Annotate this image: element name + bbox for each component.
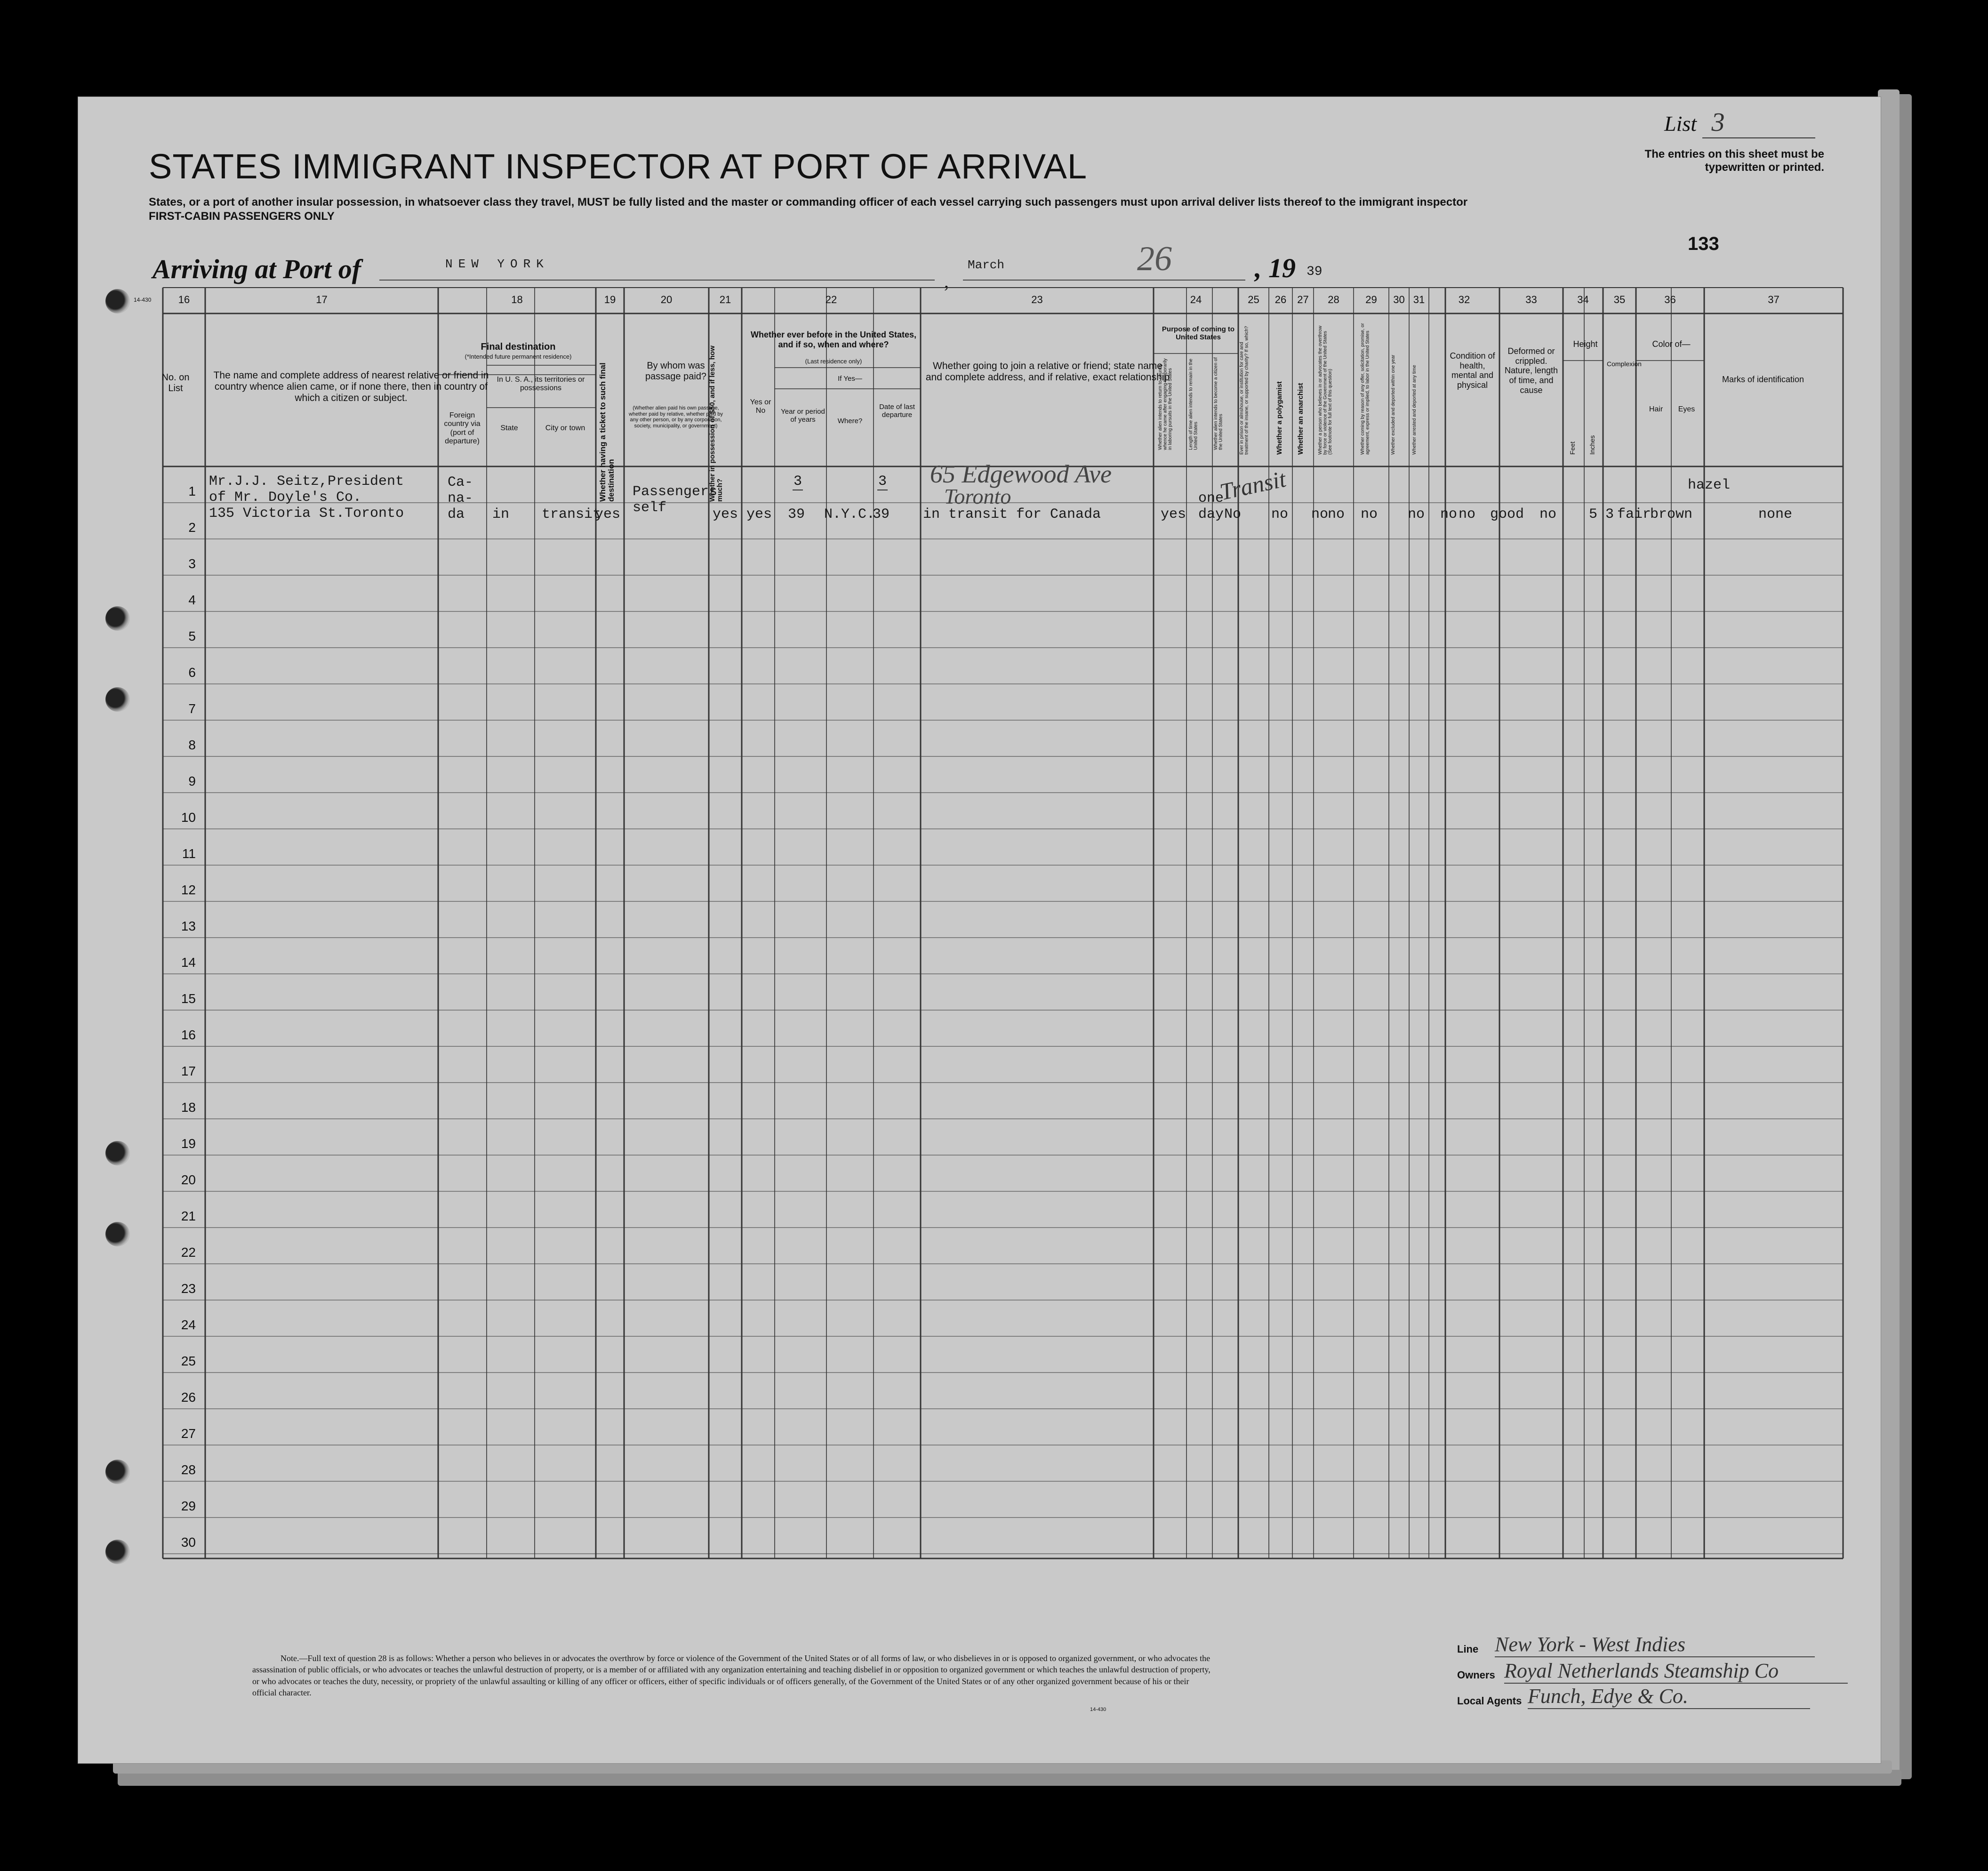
departure-bottom: 39 [873, 506, 890, 522]
list-number: 3 [1702, 107, 1815, 138]
column-number: 35 [1613, 294, 1626, 305]
row-number: 11 [182, 846, 196, 861]
row-number: 18 [181, 1100, 196, 1115]
column-number: 34 [1577, 294, 1589, 305]
header-paid-by-note: (Whether alien paid his own passage, whether paid by relative, whether paid by any other person, or by any corporation, society, municipality, or government) [629, 405, 723, 429]
line-label: Line [1457, 1643, 1479, 1655]
ever-before-value: yes [746, 506, 772, 522]
header-ever-before: Whether ever before in the United States, and if so, when and where? [750, 330, 917, 349]
header-state: State [500, 424, 518, 432]
row-number: 23 [181, 1281, 196, 1296]
departure-top: 3 [878, 474, 887, 490]
join-address-handwritten: 65 Edgewood Ave [930, 460, 1112, 488]
form-title: STATES IMMIGRANT INSPECTOR AT PORT OF ARRIVAL [149, 147, 1088, 186]
header-color-of: Color of— [1652, 339, 1691, 349]
row-number: 3 [188, 556, 196, 571]
length-bottom: day [1198, 506, 1224, 522]
row-number: 7 [188, 701, 196, 716]
health-value: good [1490, 506, 1524, 522]
manifest-sheet [78, 96, 1881, 1764]
column-number: 31 [1413, 294, 1425, 305]
header-city: City or town [545, 424, 585, 432]
footnote-code: 14-430 [1090, 1707, 1106, 1712]
agents-label: Local Agents [1457, 1695, 1522, 1707]
anarchist-value: no [1328, 506, 1345, 522]
row-number: 1 [188, 484, 196, 498]
column-number: 29 [1365, 294, 1377, 305]
row-number: 24 [181, 1317, 196, 1332]
state-value: in [492, 506, 510, 522]
row-number: 26 [181, 1390, 196, 1405]
eyes-value: hazel [1688, 477, 1731, 493]
header-no-on-list: No. on List [161, 372, 190, 393]
deformed-value: no [1539, 506, 1557, 522]
header-relative: The name and complete address of nearest relative or friend in country whence alien came, or if none there, then in country of which a citizen or subject. [213, 370, 489, 404]
money-value: yes [713, 506, 738, 522]
row-number: 28 [181, 1462, 196, 1477]
column-number: 32 [1458, 294, 1470, 305]
column-number: 26 [1275, 294, 1287, 305]
return-intent-value: yes [1161, 506, 1186, 522]
row-number: 17 [181, 1064, 196, 1078]
column-number: 19 [604, 294, 616, 305]
header-return-intent: Whether alien intends to return to country whence he came after engaging temporarily in laboring pursuits in the United States [1158, 358, 1173, 450]
row-number: 22 [181, 1245, 196, 1260]
where-value: N.Y.C. [824, 506, 875, 522]
row-number: 8 [188, 738, 196, 752]
citizen-value: No [1224, 506, 1242, 522]
polygamist-value: no [1311, 506, 1329, 522]
row-number: 30 [181, 1535, 196, 1550]
header-ticket: Whether having a ticket to such final destination [598, 362, 616, 502]
excluded-value: no [1440, 506, 1458, 522]
owners-value: Royal Netherlands Steamship Co [1504, 1659, 1848, 1684]
column-number: 33 [1525, 294, 1537, 305]
header-anarchist: Whether an anarchist [1297, 383, 1305, 455]
table-grid [78, 97, 1881, 1763]
row-number: 19 [181, 1136, 196, 1151]
header-excluded: Whether excluded and deported within one year [1391, 354, 1396, 455]
hair-value: brown [1650, 506, 1693, 522]
header-in-usa: In U. S. A., its territories or possessions [497, 376, 585, 393]
citizen-handwritten: Transit [1217, 465, 1289, 506]
header-deformed: Deformed or crippled. Nature, length of time, and cause [1504, 346, 1558, 395]
join-city-handwritten: Toronto [944, 484, 1011, 508]
comma: , [944, 271, 949, 292]
instruction-text: States, or a port of another insular possession, in whatsoever class they travel, MUST be fully listed and the master or commanding officer of each vessel carrying such passengers must upon arrival deliver lists thereof to the immigrant inspector [149, 196, 1468, 209]
row-number: 13 [181, 919, 196, 933]
agents-value: Funch, Edye & Co. [1528, 1684, 1810, 1709]
first-cabin-label: FIRST-CABIN PASSENGERS ONLY [149, 210, 335, 223]
owners-label: Owners [1457, 1669, 1495, 1681]
footnote: Note.—Full text of question 28 is as follows: Whether a person who believes in or advocates the overthrow by force or violence of the Government of the United States or of all forms of law, or who disbelieves in or is opposed to organized government, or who advocates the assassination of public officials, or who advocates or teaches the unlawful destruction of property, or is a member of or affiliated with any organization entertaining and teaching disbelief in or opposition to organized government or which teaches the unlawful destruction of property, or who advocates or teaches the duty, necessity, or propriety of the unlawful assaulting or killing of any officer or officers, either of specific individuals or of officers generally, of the Government of the United States or of any other organized government because of his or their official character. [252, 1654, 1210, 1697]
column-number: 20 [660, 294, 673, 305]
row-number: 14 [181, 955, 196, 970]
length-top: one [1198, 490, 1224, 506]
column-number: 30 [1393, 294, 1405, 305]
header-final-destination: Final destination [481, 342, 556, 352]
row-number: 27 [181, 1426, 196, 1441]
row-number: 6 [188, 665, 196, 680]
header-last-residence: (Last residence only) [805, 358, 862, 365]
header-where: Where? [837, 417, 863, 425]
form-code: 14-430 [134, 297, 152, 303]
row-number: 10 [181, 810, 196, 825]
line-value: New York - West Indies [1495, 1632, 1815, 1657]
header-yes-no: Yes or No [750, 398, 771, 415]
header-citizen-intent: Whether alien intends to become a citizen of the United States [1213, 357, 1224, 450]
header-overthrow: Whether a person who believes in or advocates the overthrow by force or violence of the Government of the United States (See footnote for full text of this question) [1318, 325, 1333, 455]
year-prefix-text: 19 [1268, 253, 1296, 283]
ticket-value: yes [595, 506, 621, 522]
overthrow-value: no [1361, 506, 1378, 522]
column-number: 28 [1328, 294, 1339, 305]
foreign-country-3: da [448, 506, 465, 522]
column-number: 17 [316, 294, 328, 305]
year-suffix: 39 [1307, 265, 1323, 279]
feet-value: 5 [1589, 506, 1598, 522]
arrested-value: no [1459, 506, 1476, 522]
header-feet: Feet [1569, 441, 1576, 455]
row-number: 20 [181, 1172, 196, 1187]
header-purpose: Purpose of coming to United States [1162, 325, 1235, 342]
header-fifty-dollars: Whether in possession of $50, and if less, how much? [708, 345, 724, 502]
header-arrested: Whether arrested and deported at any time [1412, 365, 1417, 455]
row-number: 5 [188, 629, 196, 643]
header-final-destination-note: (*Intended future permanent residence) [465, 353, 572, 360]
column-number: 22 [825, 294, 837, 305]
column-number: 25 [1248, 294, 1259, 305]
row-number: 25 [181, 1354, 196, 1368]
marks-value: none [1758, 506, 1793, 522]
column-number: 27 [1297, 294, 1309, 305]
going-to-join-value: in transit for Canada [923, 506, 1101, 522]
header-if-yes: If Yes— [838, 375, 862, 383]
foreign-country-1: Ca- [448, 474, 473, 490]
page-number: 133 [1688, 233, 1719, 254]
port-value: NEW YORK [445, 257, 549, 271]
header-paid-by: By whom was passage paid? [645, 361, 707, 382]
city-value: transit [542, 506, 601, 522]
relative-address: 135 Victoria St.Toronto [209, 506, 404, 522]
relative-name: Mr.J.J. Seitz,President [209, 474, 404, 490]
paid-by-2: self [633, 500, 667, 516]
year-top: 3 [794, 474, 802, 490]
foreign-country-2: na- [448, 490, 473, 506]
header-inches: Inches [1588, 435, 1596, 455]
row-number: 2 [188, 520, 196, 535]
header-hair: Hair [1649, 405, 1663, 413]
header-complexion: Complexion [1607, 360, 1642, 368]
year-bottom: 39 [788, 506, 805, 522]
prison-value: no [1271, 506, 1289, 522]
column-number: 37 [1768, 294, 1780, 305]
header-polygamist: Whether a polygamist [1275, 381, 1283, 455]
column-number: 36 [1664, 294, 1676, 305]
header-labor-offer: Whether coming by reason of any offer, solicitation, promise, or agreement, express or implied, to labor in the United States [1360, 323, 1371, 455]
header-length-of-time: Length of time alien intends to remain in the United States [1188, 358, 1199, 450]
column-number: 18 [511, 294, 523, 305]
complexion-value: fair [1617, 506, 1651, 522]
inches-value: 3 [1605, 506, 1614, 522]
arriving-label: Arriving at Port of [152, 254, 361, 284]
column-number: 24 [1190, 294, 1202, 305]
header-prison: Ever in prison or almshouse, or institution for care and treatment of the insane, or supported by charity? If so, which? [1239, 326, 1250, 455]
column-number: 23 [1031, 294, 1043, 305]
header-year: Year or period of years [781, 408, 825, 424]
header-eyes: Eyes [1678, 405, 1695, 413]
paid-by-1: Passengers [633, 484, 718, 500]
row-number: 21 [181, 1209, 196, 1223]
typewritten-instruction: The entries on this sheet must be typewritten or printed. [1644, 148, 1824, 174]
year-prefix: , 19 [1255, 253, 1296, 283]
row-number: 9 [188, 774, 196, 788]
header-height: Height [1573, 339, 1598, 349]
header-health: Condition of health, mental and physical [1450, 351, 1495, 390]
day-value: 26 [1137, 240, 1172, 278]
relative-company: of Mr. Doyle's Co. [209, 490, 362, 506]
row-number: 4 [188, 593, 196, 607]
month-value: March [968, 258, 1005, 272]
row-number: 29 [181, 1499, 196, 1513]
row-number: 12 [181, 883, 196, 897]
column-number: 21 [719, 294, 731, 305]
labor-offer-value: no [1408, 506, 1425, 522]
row-number: 15 [181, 991, 196, 1006]
header-marks: Marks of identification [1722, 375, 1804, 384]
column-number: 16 [178, 294, 190, 305]
header-foreign-country: Foreign country via (port of departure) [444, 411, 481, 446]
row-number: 16 [181, 1028, 196, 1042]
list-label-text: List [1664, 112, 1697, 136]
header-date-departure: Date of last departure [879, 403, 915, 419]
header-going-to-join: Whether going to join a relative or friend; state name and complete address, and if relative, exact relationship [925, 361, 1170, 383]
